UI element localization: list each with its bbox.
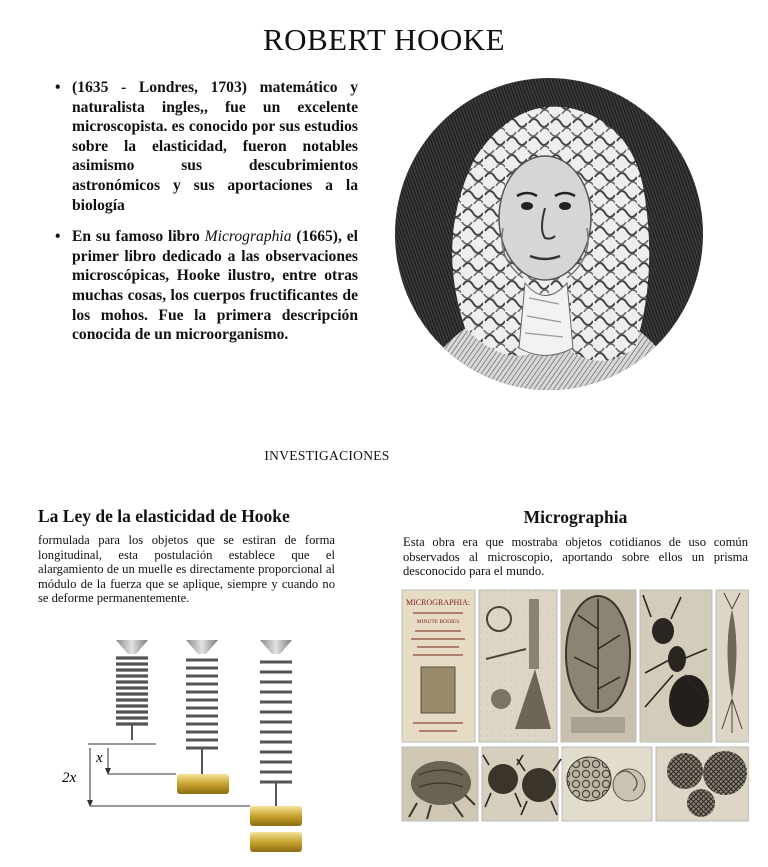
book-title: Micrographia	[204, 228, 292, 246]
ant-plate	[640, 590, 712, 742]
portrait-image	[395, 78, 703, 390]
leaf-plate	[561, 590, 636, 742]
weight	[177, 774, 229, 794]
micrographia-title: Micrographia	[523, 507, 628, 527]
cells-plate	[562, 747, 652, 821]
mite-plate	[482, 747, 561, 821]
biography-item	[52, 227, 358, 345]
micrographia-text: Esta obra era que mostraba objetos cotidianos de uso común observados al microscopio, aportando sobre ellos un prisma desconocido para el mundo.	[403, 535, 748, 579]
flea-plate	[402, 747, 478, 821]
micrographia-plates	[401, 589, 749, 823]
spring-two-weights	[250, 640, 302, 852]
spring-one-weight	[177, 640, 229, 794]
section-heading: INVESTIGACIONES	[264, 448, 390, 463]
silverfish-plate	[716, 590, 749, 742]
cover-subtitle: MINUTE BODIES	[416, 619, 460, 625]
micrographia-text-after: (1665), el primer libro dedicado a las observaciones microscópicas, Hooke ilustro, entre otras muchas cosas, los cuerpos fructificantes de los mohos. Fue la primera descripción conocida de un microorganismo.	[72, 228, 358, 344]
page-title: ROBERT HOOKE	[262, 22, 506, 57]
bullet-marker: •	[55, 228, 61, 246]
biography-item	[52, 78, 358, 215]
mesh-plate	[656, 747, 749, 821]
bullet-marker: •	[55, 79, 61, 96]
micrographia-text-before: En su famoso libro	[72, 228, 205, 246]
biography-text: (1635 - Londres, 1703) matemático y naturalista ingles,, fue un excelente microscopista. es conocido por sus estudios sobre la elasticidad, fueron notables asimismo sus descubrimientos astronómicos y sus aportaciones a la biología	[72, 79, 358, 214]
biography-list	[52, 78, 358, 357]
microscope-plate	[479, 590, 557, 742]
weight	[250, 806, 302, 826]
spring-rest	[116, 640, 148, 740]
label-x: x	[96, 750, 103, 766]
weight	[250, 832, 302, 852]
hooke-law-text: formulada para los objetos que se estiran de forma longitudinal, esta postulación establece que el alargamiento de un muelle es directamente proporcional al módulo de la fuerza que se aplique, siempre y cuando no se deforme permanentemente.	[38, 533, 335, 606]
hooke-law-title: La Ley de la elasticidad de Hooke	[38, 506, 290, 526]
label-2x: 2x	[62, 770, 77, 786]
book-cover-plate	[402, 590, 475, 742]
cover-title: MICROGRAPHIA:	[405, 598, 471, 607]
portrait-engraving	[395, 78, 703, 390]
spring-diagram	[56, 636, 306, 862]
